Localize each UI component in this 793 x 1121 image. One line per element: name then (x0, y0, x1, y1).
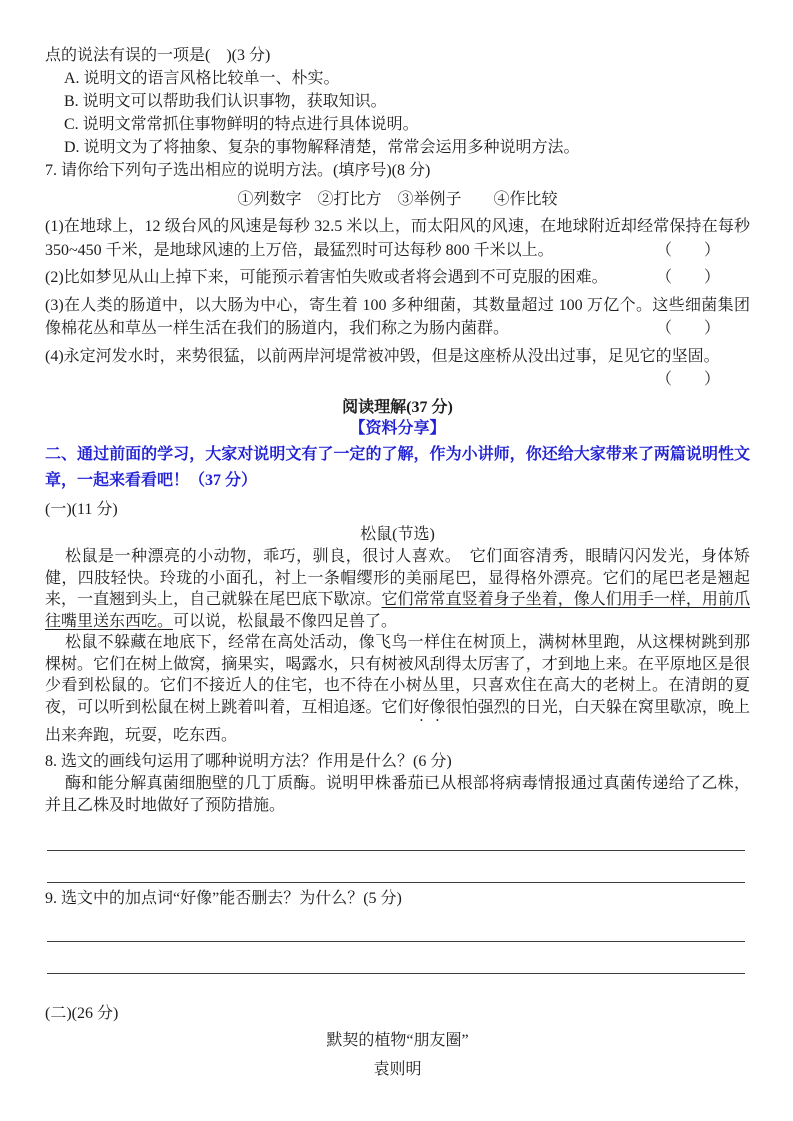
q8-stem: 8. 选文的画线句运用了哪种说明方法？作用是什么？(6 分) (45, 753, 452, 770)
q6-option-d: D. 说明文为了将抽象、复杂的事物解释清楚，常常会运用多种说明方法。 (64, 139, 580, 156)
q7-item-4-answer-bracket: （ ） (655, 371, 720, 388)
passage1-paragraph-2 (45, 632, 750, 746)
part1-label: (一)(11 分) (45, 501, 118, 518)
dotted-emphasis-word: 好像 (413, 698, 446, 716)
q7-item-2-text: (2)比如梦见从山上掉下来，可能预示着害怕失败或者将会遇到不可克服的困难。 (45, 269, 608, 286)
passage2-title: 默契的植物“朋友圈” (326, 1032, 469, 1049)
answer-blank-line (47, 942, 745, 974)
passage1-paragraph-1 (45, 546, 750, 632)
q7-method-options: ①列数字 ②打比方 ③举例子 ④作比较 (237, 191, 558, 208)
q7-item-2 (45, 266, 750, 290)
spacer (45, 816, 750, 828)
answer-blank-line (47, 828, 745, 851)
q8-answer-text: 酶和能分解真菌细胞壁的几丁质酶。说明甲株番茄已从根部将病毒情报通过真菌传递给了乙株，并且乙株及时地做好了预防措施。 (45, 775, 750, 814)
q7-item-2-answer-bracket: （ ） (655, 269, 720, 286)
q9-stem: 9. 选文中的加点词“好像”能否删去？为什么？(5 分) (45, 890, 402, 907)
answer-blank-line (47, 910, 745, 942)
q7-item-4 (45, 345, 750, 369)
paragraph-text: 可以说，松鼠最不像四足兽了。 (173, 612, 398, 630)
q6-stem-tail: 点的说法有误的一项是( )(3 分) (45, 47, 271, 64)
q7-item-3-text: (3)在人类的肠道中，以大肠为中心，寄生着 100 多种细菌，其数量超过 100 万亿个。这些细菌集团像棉花丛和草丛一样生活在我们的肠道内，我们称之为肠内菌群。 (45, 296, 750, 337)
q7-item-1-text: (1)在地球上，12 级台风的风速是每秒 32.5 米以上，而太阳风的风速，在地球附近却经常保持在每秒 350~450 千米，是地球风速的上万倍，最猛烈时可达每秒 800 千米以上。 (45, 218, 750, 259)
paragraph-text: 松鼠不躲藏在地底下，经常在高处活动，像飞鸟一样住在树顶上，满树林里跑，从这棵树跳到那棵树。它们在树上做窝，摘果实，喝露水，只有树被风刮得太厉害了，才到地上来。在平原地区是很少看到松鼠的。它们不接近人的住宅，也不待在小树丛里，只喜欢住在高大的老树上。在清朗的夏夜，可以听到松鼠在树上跳着叫着，互相追逐。它们 (45, 634, 750, 716)
paragraph-text: 松鼠是一种漂亮的小动物，乖巧，驯良，很讨人喜欢。 它们面容清秀，眼睛闪闪发光，身体矫健，四肢轻快。玲珑的小面孔，衬上一条帽缨形的美丽尾巴，显得格外漂亮。它们的尾巴老是翘起来，一直翘到头上，自己就躲在尾巴底下歇凉。 (45, 548, 750, 608)
part2-label: (二)(26 分) (45, 1005, 119, 1022)
passage2-author: 袁则明 (373, 1061, 422, 1078)
material-share-tag: 【资料分享】 (349, 420, 446, 437)
q7-item-3 (45, 294, 750, 341)
q7-item-3-answer-bracket: （ ） (655, 320, 720, 337)
q7-stem: 7. 请你给下列句子选出相应的说明方法。(填序号)(8 分) (45, 162, 431, 179)
q7-item-1 (45, 215, 750, 262)
reading-intro: 二、通过前面的学习，大家对说明文有了一定的了解，作为小讲师，你还给大家带来了两篇说明性文章，一起来看看吧！（37 分） (45, 446, 750, 489)
q6-option-b: B. 说明文可以帮助我们认识事物，获取知识。 (64, 93, 387, 110)
underlined-sentence: 它们常常直竖着身子坐着，像人们用手一样，用前爪往嘴里送东西吃。 (45, 591, 750, 630)
paragraph-text: 很怕强烈的日光，白天躲在窝里歇凉，晚上出来奔跑，玩耍，吃东西。 (45, 698, 750, 744)
q6-option-c: C. 说明文常常抓住事物鲜明的特点进行具体说明。 (64, 116, 419, 133)
q7-item-4-text: (4)永定河发水时，来势很猛，以前两岸河堤常被冲毁，但是这座桥从没出过事，足见它的坚固。 (45, 347, 720, 365)
passage1-title: 松鼠(节选) (360, 526, 435, 543)
reading-section-title: 阅读理解(37 分) (342, 399, 453, 416)
answer-blank-line (47, 851, 745, 883)
q7-item-1-answer-bracket: （ ） (655, 241, 720, 259)
q6-option-a: A. 说明文的语言风格比较单一、朴实。 (64, 70, 340, 87)
